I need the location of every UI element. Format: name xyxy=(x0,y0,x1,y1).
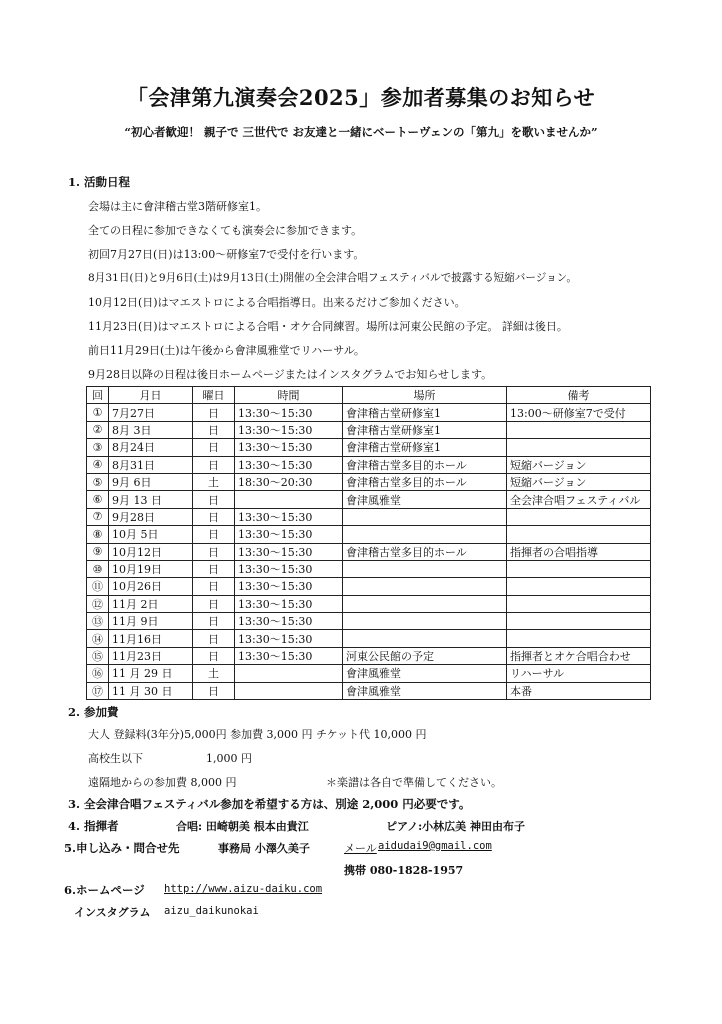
cell-round: ⑦ xyxy=(87,508,109,525)
phone-number: 携帯 080-1828-1957 xyxy=(344,864,464,877)
cell-time: 13:30～15:30 xyxy=(235,647,343,664)
cell-time: 13:30～15:30 xyxy=(235,578,343,595)
fee-student-amount: 1,000 円 xyxy=(206,752,252,765)
cell-round: ⑮ xyxy=(87,647,109,664)
cell-date: 9月 13 日 xyxy=(109,491,193,508)
cell-round: ④ xyxy=(87,456,109,473)
instagram-label: インスタグラム xyxy=(74,906,151,919)
section4-heading: 4. 指揮者 xyxy=(68,819,119,833)
cell-note: リハーサル xyxy=(507,665,651,682)
table-row xyxy=(87,526,651,543)
cell-round: ⑤ xyxy=(87,473,109,490)
cell-weekday: 土 xyxy=(193,473,235,490)
cell-round: ⑨ xyxy=(87,543,109,560)
table-row xyxy=(87,473,651,490)
cell-weekday: 日 xyxy=(193,630,235,647)
fee-remote: 遠隔地からの参加費 8,000 円 xyxy=(88,776,237,789)
table-row xyxy=(87,439,651,456)
section5-heading: 5.申し込み・問合せ先 xyxy=(64,841,180,855)
instagram-handle[interactable]: aizu_daikunokai xyxy=(164,905,259,917)
score-note: ＊楽譜は各自で準備してください。 xyxy=(326,776,502,789)
cell-date: 11月16日 xyxy=(109,630,193,647)
cell-note xyxy=(507,421,651,438)
cell-weekday: 日 xyxy=(193,526,235,543)
table-row xyxy=(87,508,651,525)
cell-time: 13:30～15:30 xyxy=(235,508,343,525)
cell-time: 13:30～15:30 xyxy=(235,630,343,647)
page-subtitle: “初心者歓迎！ 親子で 三世代で お友達と一緒にベートーヴェンの「第九」を歌いませんか” xyxy=(124,125,598,139)
cell-time: 13:30～15:30 xyxy=(235,526,343,543)
cell-time: 13:30～15:30 xyxy=(235,439,343,456)
table-row xyxy=(87,543,651,560)
cell-round: ⑩ xyxy=(87,560,109,577)
cell-date: 11 月 29 日 xyxy=(109,665,193,682)
schedule-line: 前日11月29日(土)は午後から會津風雅堂でリハーサル。 xyxy=(88,344,365,357)
table-row xyxy=(87,404,651,421)
schedule-line: 11月23日(日)はマエストロによる合唱・オケ合同練習。場所は河東公民館の予定。 詳細は後日。 xyxy=(88,320,568,333)
cell-round: ① xyxy=(87,404,109,421)
cell-weekday: 日 xyxy=(193,595,235,612)
cell-weekday: 日 xyxy=(193,421,235,438)
cell-date: 8月24日 xyxy=(109,439,193,456)
cell-round: ⑭ xyxy=(87,630,109,647)
cell-place: 會津稽古堂多目的ホール xyxy=(343,456,507,473)
cell-place xyxy=(343,630,507,647)
table-row xyxy=(87,560,651,577)
cell-round: ⑯ xyxy=(87,665,109,682)
office-name: 事務局 小澤久美子 xyxy=(218,842,310,855)
page-title: 「会津第九演奏会2025」参加者募集のお知らせ xyxy=(126,85,596,110)
table-row xyxy=(87,595,651,612)
cell-weekday: 日 xyxy=(193,560,235,577)
cell-weekday: 日 xyxy=(193,439,235,456)
schedule-line: 8月31日(日)と9月6日(土)は9月13日(土)開催の全会津合唱フェスティバルで披露する短縮バージョン。 xyxy=(88,272,578,284)
cell-round: ③ xyxy=(87,439,109,456)
cell-place xyxy=(343,578,507,595)
cell-note xyxy=(507,439,651,456)
cell-time xyxy=(235,682,343,699)
cell-weekday: 日 xyxy=(193,508,235,525)
cell-place: 會津稽古堂多目的ホール xyxy=(343,543,507,560)
cell-place: 會津風雅堂 xyxy=(343,682,507,699)
table-row xyxy=(87,613,651,630)
schedule-table xyxy=(86,386,651,700)
mail-label: メール xyxy=(344,842,377,855)
cell-place xyxy=(343,508,507,525)
cell-time xyxy=(235,665,343,682)
cell-time: 13:30～15:30 xyxy=(235,595,343,612)
cell-note: 短縮バージョン xyxy=(507,473,651,490)
cell-weekday: 日 xyxy=(193,456,235,473)
cell-note xyxy=(507,526,651,543)
conductor-choir: 合唱: 田崎朝美 根本由貴江 xyxy=(176,820,309,833)
fee-student-label: 高校生以下 xyxy=(88,752,143,765)
cell-place: 河東公民館の予定 xyxy=(343,647,507,664)
cell-date: 11月 2日 xyxy=(109,595,193,612)
cell-note: 短縮バージョン xyxy=(507,456,651,473)
cell-round: ⑥ xyxy=(87,491,109,508)
cell-date: 10月 5日 xyxy=(109,526,193,543)
header-time: 時間 xyxy=(235,387,343,404)
cell-round: ② xyxy=(87,421,109,438)
cell-note xyxy=(507,595,651,612)
cell-note: 本番 xyxy=(507,682,651,699)
cell-round: ⑫ xyxy=(87,595,109,612)
schedule-line: 会場は主に會津稽古堂3階研修室1。 xyxy=(88,200,267,213)
section3-text: 3. 全会津合唱フェスティバル参加を希望する方は、別途 2,000 円必要です。 xyxy=(68,797,471,811)
cell-date: 8月 3日 xyxy=(109,421,193,438)
cell-weekday: 土 xyxy=(193,665,235,682)
cell-date: 7月27日 xyxy=(109,404,193,421)
schedule-line: 10月12日(日)はマエストロによる合唱指導日。出来るだけご参加ください。 xyxy=(88,296,466,309)
cell-round: ⑪ xyxy=(87,578,109,595)
cell-date: 10月12日 xyxy=(109,543,193,560)
email-link[interactable]: aidudai9@gmail.com xyxy=(378,840,492,852)
cell-round: ⑧ xyxy=(87,526,109,543)
cell-note xyxy=(507,613,651,630)
cell-weekday: 日 xyxy=(193,491,235,508)
cell-note xyxy=(507,560,651,577)
cell-weekday: 日 xyxy=(193,647,235,664)
cell-date: 11 月 30 日 xyxy=(109,682,193,699)
header-weekday: 曜日 xyxy=(193,387,235,404)
cell-time: 13:30～15:30 xyxy=(235,613,343,630)
cell-date: 9月 6日 xyxy=(109,473,193,490)
conductor-piano: ピアノ:小林広美 神田由布子 xyxy=(386,820,526,833)
cell-date: 8月31日 xyxy=(109,456,193,473)
header-place: 場所 xyxy=(343,387,507,404)
cell-note: 全会津合唱フェスティバル xyxy=(507,491,651,508)
cell-weekday: 日 xyxy=(193,404,235,421)
table-row xyxy=(87,491,651,508)
table-header-row xyxy=(87,387,651,404)
cell-note xyxy=(507,578,651,595)
table-row xyxy=(87,647,651,664)
cell-note: 13:00～研修室7で受付 xyxy=(507,404,651,421)
cell-round: ⑬ xyxy=(87,613,109,630)
section1-heading: 1. 活動日程 xyxy=(68,175,131,189)
cell-time: 13:30～15:30 xyxy=(235,404,343,421)
header-round: 回 xyxy=(87,387,109,404)
table-row xyxy=(87,578,651,595)
table-row xyxy=(87,456,651,473)
cell-place: 會津稽古堂研修室1 xyxy=(343,404,507,421)
cell-place: 會津稽古堂多目的ホール xyxy=(343,473,507,490)
section2-heading: 2. 参加費 xyxy=(68,705,119,719)
schedule-line: 初回7月27日(日)は13:00～研修室7で受付を行います。 xyxy=(88,248,365,261)
fee-adult: 大人 登録料(3年分)5,000円 参加費 3,000 円 チケット代 10,000 円 xyxy=(88,728,427,741)
cell-place: 會津風雅堂 xyxy=(343,491,507,508)
cell-note: 指揮者とオケ合唱合わせ xyxy=(507,647,651,664)
cell-place xyxy=(343,613,507,630)
cell-note xyxy=(507,508,651,525)
cell-time: 13:30～15:30 xyxy=(235,421,343,438)
table-row xyxy=(87,665,651,682)
cell-place: 會津稽古堂研修室1 xyxy=(343,439,507,456)
cell-place xyxy=(343,595,507,612)
cell-place xyxy=(343,526,507,543)
cell-note: 指揮者の合唱指導 xyxy=(507,543,651,560)
homepage-link[interactable]: http://www.aizu-daiku.com xyxy=(164,883,323,895)
cell-time: 13:30～15:30 xyxy=(235,560,343,577)
cell-weekday: 日 xyxy=(193,543,235,560)
section6-heading: 6.ホームページ xyxy=(64,883,145,897)
schedule-line: 全ての日程に参加できなくても演奏会に参加できます。 xyxy=(88,224,363,237)
cell-place xyxy=(343,560,507,577)
schedule-line: 9月28日以降の日程は後日ホームページまたはインスタグラムでお知らせします。 xyxy=(88,368,493,381)
cell-round: ⑰ xyxy=(87,682,109,699)
cell-date: 11月 9日 xyxy=(109,613,193,630)
cell-weekday: 日 xyxy=(193,682,235,699)
cell-note xyxy=(507,630,651,647)
cell-time: 13:30～15:30 xyxy=(235,456,343,473)
cell-time: 18:30～20:30 xyxy=(235,473,343,490)
cell-date: 10月26日 xyxy=(109,578,193,595)
cell-time xyxy=(235,491,343,508)
cell-time: 13:30～15:30 xyxy=(235,543,343,560)
cell-date: 11月23日 xyxy=(109,647,193,664)
cell-place: 會津風雅堂 xyxy=(343,665,507,682)
table-row xyxy=(87,630,651,647)
cell-weekday: 日 xyxy=(193,578,235,595)
header-date: 月日 xyxy=(109,387,193,404)
table-row xyxy=(87,421,651,438)
header-note: 備考 xyxy=(507,387,651,404)
cell-weekday: 日 xyxy=(193,613,235,630)
cell-date: 9月28日 xyxy=(109,508,193,525)
cell-date: 10月19日 xyxy=(109,560,193,577)
cell-place: 會津稽古堂研修室1 xyxy=(343,421,507,438)
table-row xyxy=(87,682,651,699)
